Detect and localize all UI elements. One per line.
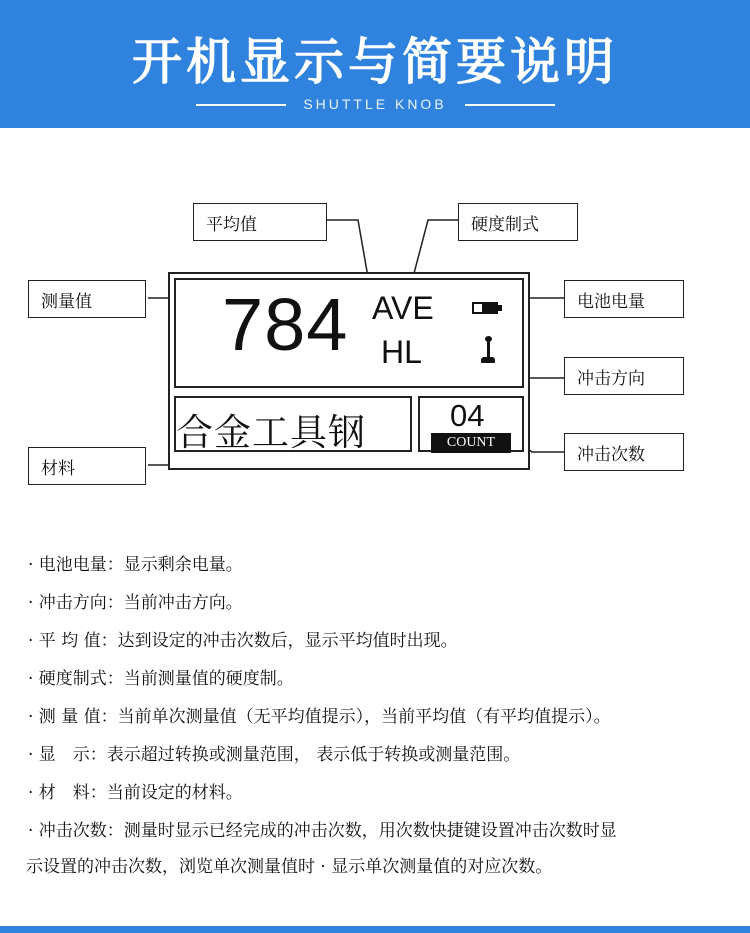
label-impact-count: 冲击次数 xyxy=(564,433,684,471)
description-line: · 电池电量：显示剩余电量。 xyxy=(28,555,243,575)
label-hardness-system: 硬度制式 xyxy=(458,203,578,241)
count-readout: 04 xyxy=(450,398,485,433)
page-title: 开机显示与简要说明 xyxy=(132,33,618,91)
description-line: · 冲击次数：测量时显示已经完成的冲击次数，用次数快捷键设置冲击次数时显 xyxy=(28,821,617,841)
label-average: 平均值 xyxy=(193,203,327,241)
description-line: · 平 均 值：达到设定的冲击次数后，显示平均值时出现。 xyxy=(28,631,458,651)
battery-level-fill xyxy=(482,304,496,312)
description-line: · 测 量 值：当前单次测量值（无平均值提示），当前平均值（有平均值提示）。 xyxy=(28,707,611,727)
description-line: 示设置的冲击次数，浏览单次测量值时 · 显示单次测量值的对应次数。 xyxy=(26,857,553,877)
description-line: · 材 料：当前设定的材料。 xyxy=(28,783,243,803)
average-indicator: AVE xyxy=(372,290,434,326)
description-line: · 显 示：表示超过转换或测量范围， 表示低于转换或测量范围。 xyxy=(28,745,521,765)
measured-value-readout: 784 xyxy=(222,283,349,366)
label-material: 材料 xyxy=(28,447,146,485)
description-line: · 冲击方向：当前冲击方向。 xyxy=(28,593,243,613)
description-line: · 硬度制式：当前测量值的硬度制。 xyxy=(28,669,294,689)
battery-tip xyxy=(498,305,502,311)
label-measured-value: 测量值 xyxy=(28,280,146,318)
material-readout: 合金工具钢 xyxy=(176,411,366,454)
label-battery: 电池电量 xyxy=(564,280,684,318)
page-subtitle: SHUTTLE KNOB xyxy=(303,96,447,112)
count-badge: COUNT xyxy=(431,433,511,453)
impact-direction-icon-base xyxy=(481,357,495,363)
hardness-scale-indicator: HL xyxy=(381,334,422,370)
footer-bar xyxy=(0,926,750,933)
label-impact-direction: 冲击方向 xyxy=(564,357,684,395)
impact-direction-icon-stem xyxy=(487,340,490,358)
